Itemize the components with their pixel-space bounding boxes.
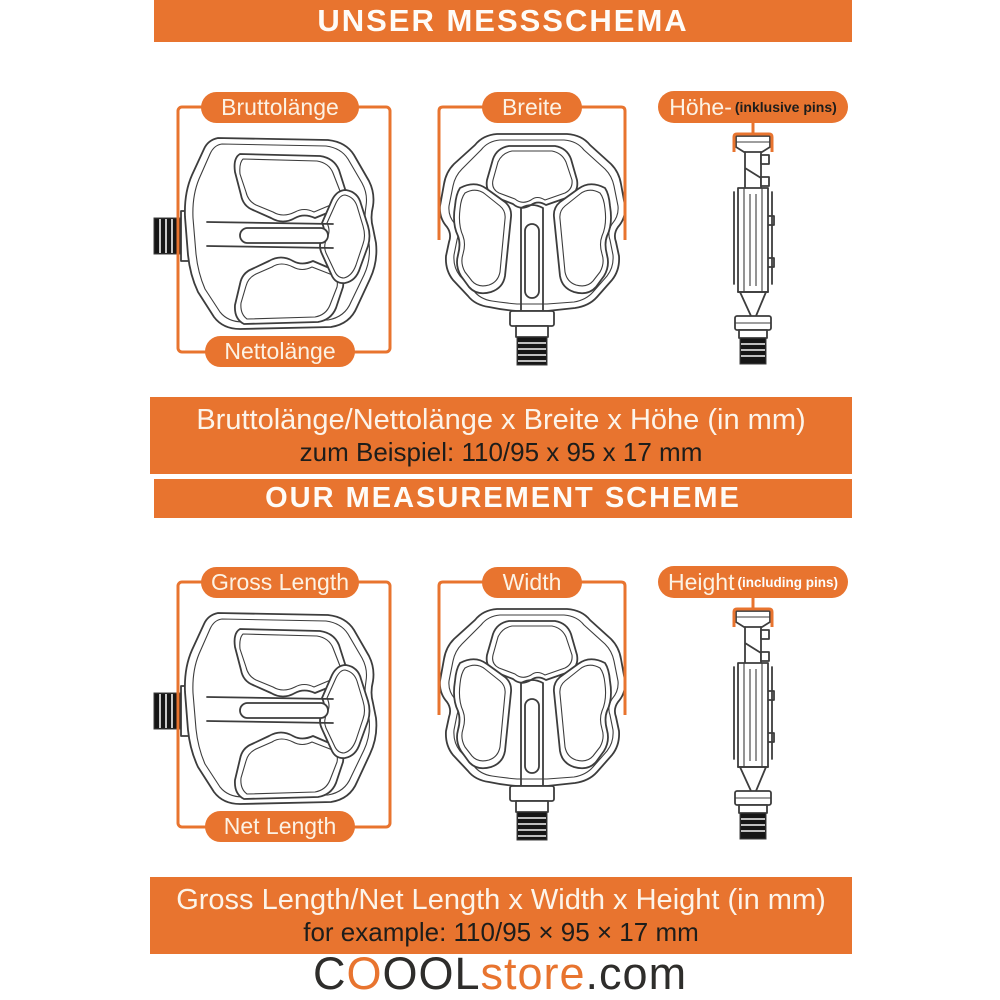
diagram-width-view-de [425,88,640,393]
header-banner-german [154,0,852,42]
pedal-side-view-illustration [650,88,860,378]
net-length-label-en: Net Length [223,813,337,839]
height-note-en: (including pins) [737,574,838,590]
formula-line-de: Bruttolänge/Nettolänge x Breite x Höhe (in mm) [196,403,806,436]
example-line-de: zum Beispiel: 110/95 x 95 x 17 mm [299,437,703,468]
diagram-top-view-en [150,563,395,858]
pedal-front-view-illustration [425,563,640,868]
header-banner-english-text: OUR MEASUREMENT SCHEME [265,482,741,514]
diagram-width-view-en [425,563,640,868]
formula-box-english [150,877,852,954]
formula-box-german [150,397,852,474]
height-label-de: Höhe- [669,93,732,120]
pedal-side-view-illustration [650,563,860,853]
net-length-pill-de [205,336,355,367]
logo-letter-o-orange: O [346,948,383,999]
logo-letter-c: C [312,948,347,999]
logo-word-store: store [480,948,586,999]
width-pill-en [482,567,582,598]
header-banner-english [154,479,852,518]
formula-line-en: Gross Length/Net Length x Width x Height (in mm) [176,883,826,916]
net-length-pill-en [205,811,355,842]
height-pill-de [658,91,848,123]
width-label-en: Width [502,569,562,595]
diagram-height-view-de [650,88,860,378]
logo-domain-suffix: .com [585,948,688,999]
logo-letters-ool: OOL [382,948,481,999]
gross-length-label-en: Gross Length [210,569,350,595]
width-pill-de [482,92,582,123]
example-line-en: for example: 110/95 × 95 × 17 mm [303,917,699,948]
diagram-top-view-de [150,88,395,383]
pedal-front-view-illustration [425,88,640,393]
gross-length-label-de: Bruttolänge [221,94,339,120]
coool-store-logo [0,948,1000,1000]
diagram-height-view-en [650,563,860,853]
height-pill-en [658,566,848,598]
net-length-label-de: Nettolänge [224,338,336,364]
gross-length-pill-de [201,92,359,123]
height-note-de: (inklusive pins) [734,99,837,115]
height-label-en: Height [668,568,735,595]
header-banner-german-text: UNSER MESSSCHEMA [317,3,689,38]
gross-length-pill-en [201,567,359,598]
width-label-de: Breite [501,94,563,120]
